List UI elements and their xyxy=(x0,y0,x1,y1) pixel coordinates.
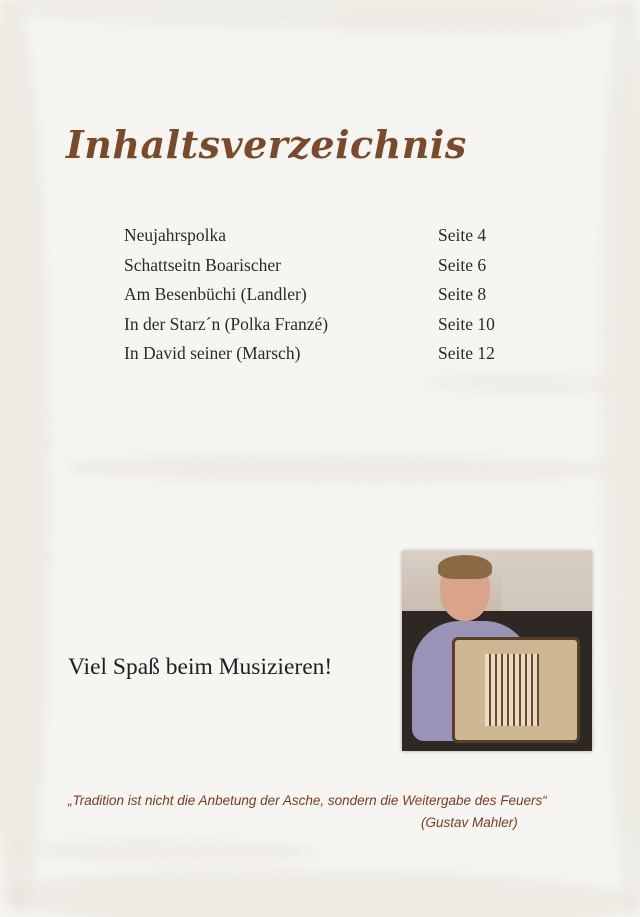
paper-texture-stain xyxy=(420,375,620,393)
paper-texture-left xyxy=(0,0,50,917)
paper-texture-right xyxy=(600,0,640,917)
toc-entry-title: Schattseitn Boarischer xyxy=(124,254,281,275)
musician-photo xyxy=(402,551,592,751)
toc-entry xyxy=(124,280,504,310)
toc-entry xyxy=(124,310,504,340)
paper-texture-stain xyxy=(20,840,320,862)
toc-entry-page: Seite 10 xyxy=(438,313,495,334)
paper-texture-stain xyxy=(330,12,590,34)
page-title: Inhaltsverzeichnis xyxy=(66,122,467,167)
accordion-icon xyxy=(452,637,580,743)
toc-entry xyxy=(124,339,504,369)
toc-entry-title: Neujahrspolka xyxy=(124,225,227,245)
toc-entry-page: Seite 8 xyxy=(438,284,487,304)
toc-entry-title: In David seiner (Marsch) xyxy=(124,343,301,363)
toc-entry-page: Seite 4 xyxy=(438,225,487,245)
toc-entry-page: Seite 6 xyxy=(438,254,487,275)
photo-person-hair xyxy=(438,555,492,579)
paper-texture-bottom xyxy=(0,870,640,917)
greeting-text: Viel Spaß beim Musizieren! xyxy=(68,654,333,680)
paper-texture-band xyxy=(60,455,620,483)
quote-text: „Tradition ist nicht die Anbetung der Asche, sondern die Weitergabe des Feuers“ xyxy=(68,793,547,808)
toc-entry xyxy=(124,221,504,251)
quote-author: (Gustav Mahler) xyxy=(421,815,518,830)
toc-entry-title: Am Besenbüchi (Landler) xyxy=(124,284,307,304)
accordion-bellows xyxy=(485,654,539,726)
toc-entry xyxy=(124,251,504,281)
toc-entry-page: Seite 12 xyxy=(438,343,495,363)
table-of-contents xyxy=(124,221,504,369)
toc-entry-title: In der Starz´n (Polka Franzé) xyxy=(124,313,329,334)
